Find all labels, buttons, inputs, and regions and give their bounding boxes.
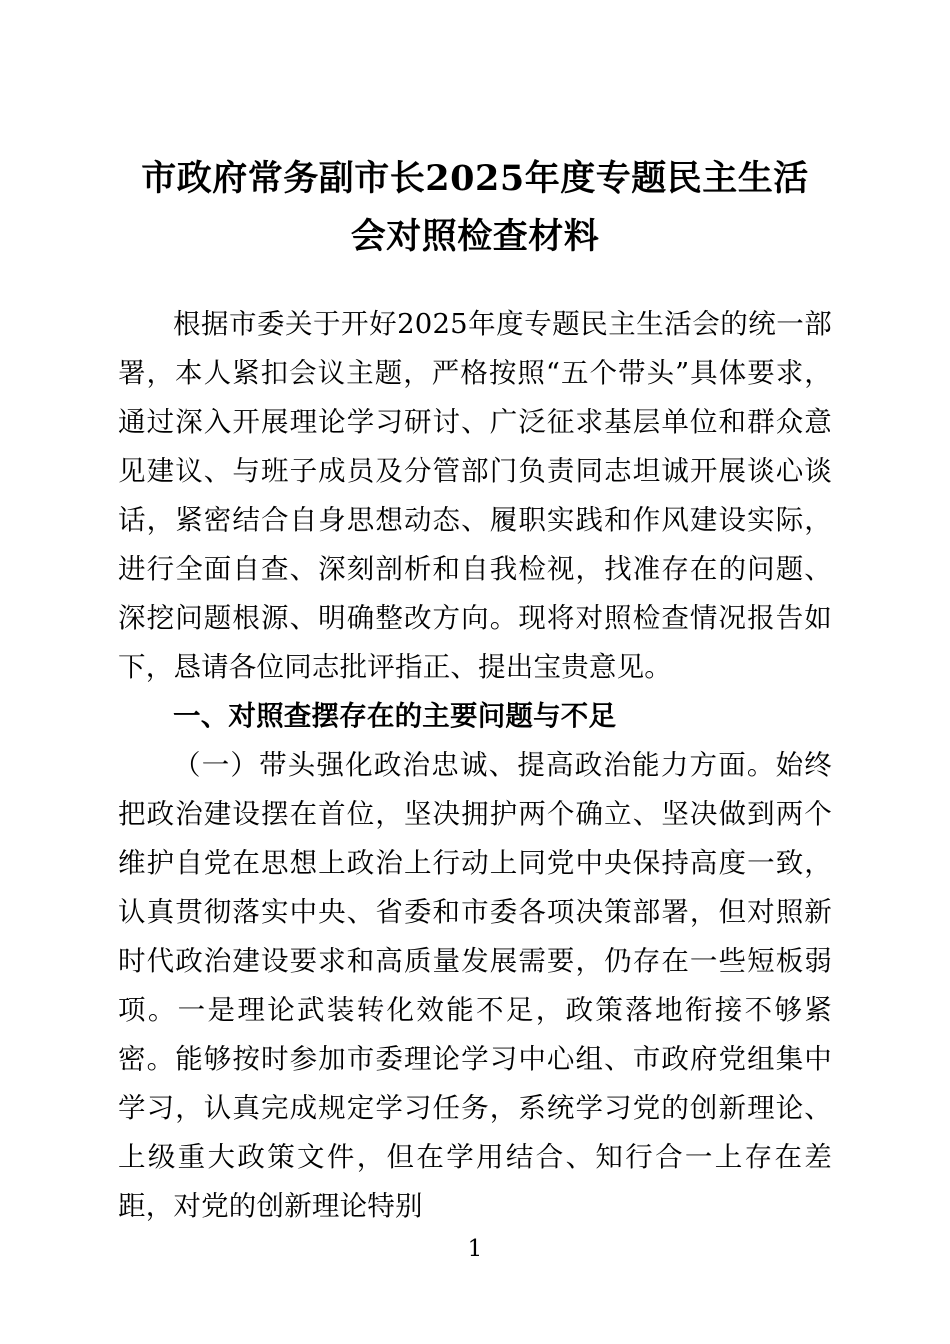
section-one-body: （一）带头强化政治忠诚、提高政治能力方面。始终把政治建设摆在首位，坚决拥护两个确立、坚决做到两个维护自党在思想上政治上行动上同党中央保持高度一致，认真贯彻落实中央、省委和市委各项决策部署，但对照新时代政治建设要求和高质量发展需要，仍存在一些短板弱项。一是理论武装转化效能不足，政策落地衔接不够紧密。能够按时参加市委理论学习中心组、市政府党组集中学习，认真完成规定学习任务，系统学习党的创新理论、上级重大政策文件，但在学用结合、知行合一上存在差距，对党的创新理论特别 xyxy=(118,749,832,1222)
page-title: 市政府常务副市长2025年度专题民主生活会对照检查材料 xyxy=(141,158,809,257)
page-number: 1 xyxy=(467,1236,483,1262)
intro-paragraph: 根据市委关于开好2025年度专题民主生活会的统一部署，本人紧扣会议主题，严格按照“五个带头”具体要求，通过深入开展理论学习研讨、广泛征求基层单位和群众意见建议、与班子成员及分管部门负责同志坦诚开展谈心谈话，紧密结合自身思想动态、履职实践和作风建设实际，进行全面自查、深刻剖析和自我检视，找准存在的问题、深挖问题根源、明确整改方向。现将对照检查情况报告如下，恳请各位同志批评指正、提出宝贵意见。 xyxy=(118,308,832,683)
section-heading-one: 一、对照查摆存在的主要问题与不足 xyxy=(173,700,617,732)
